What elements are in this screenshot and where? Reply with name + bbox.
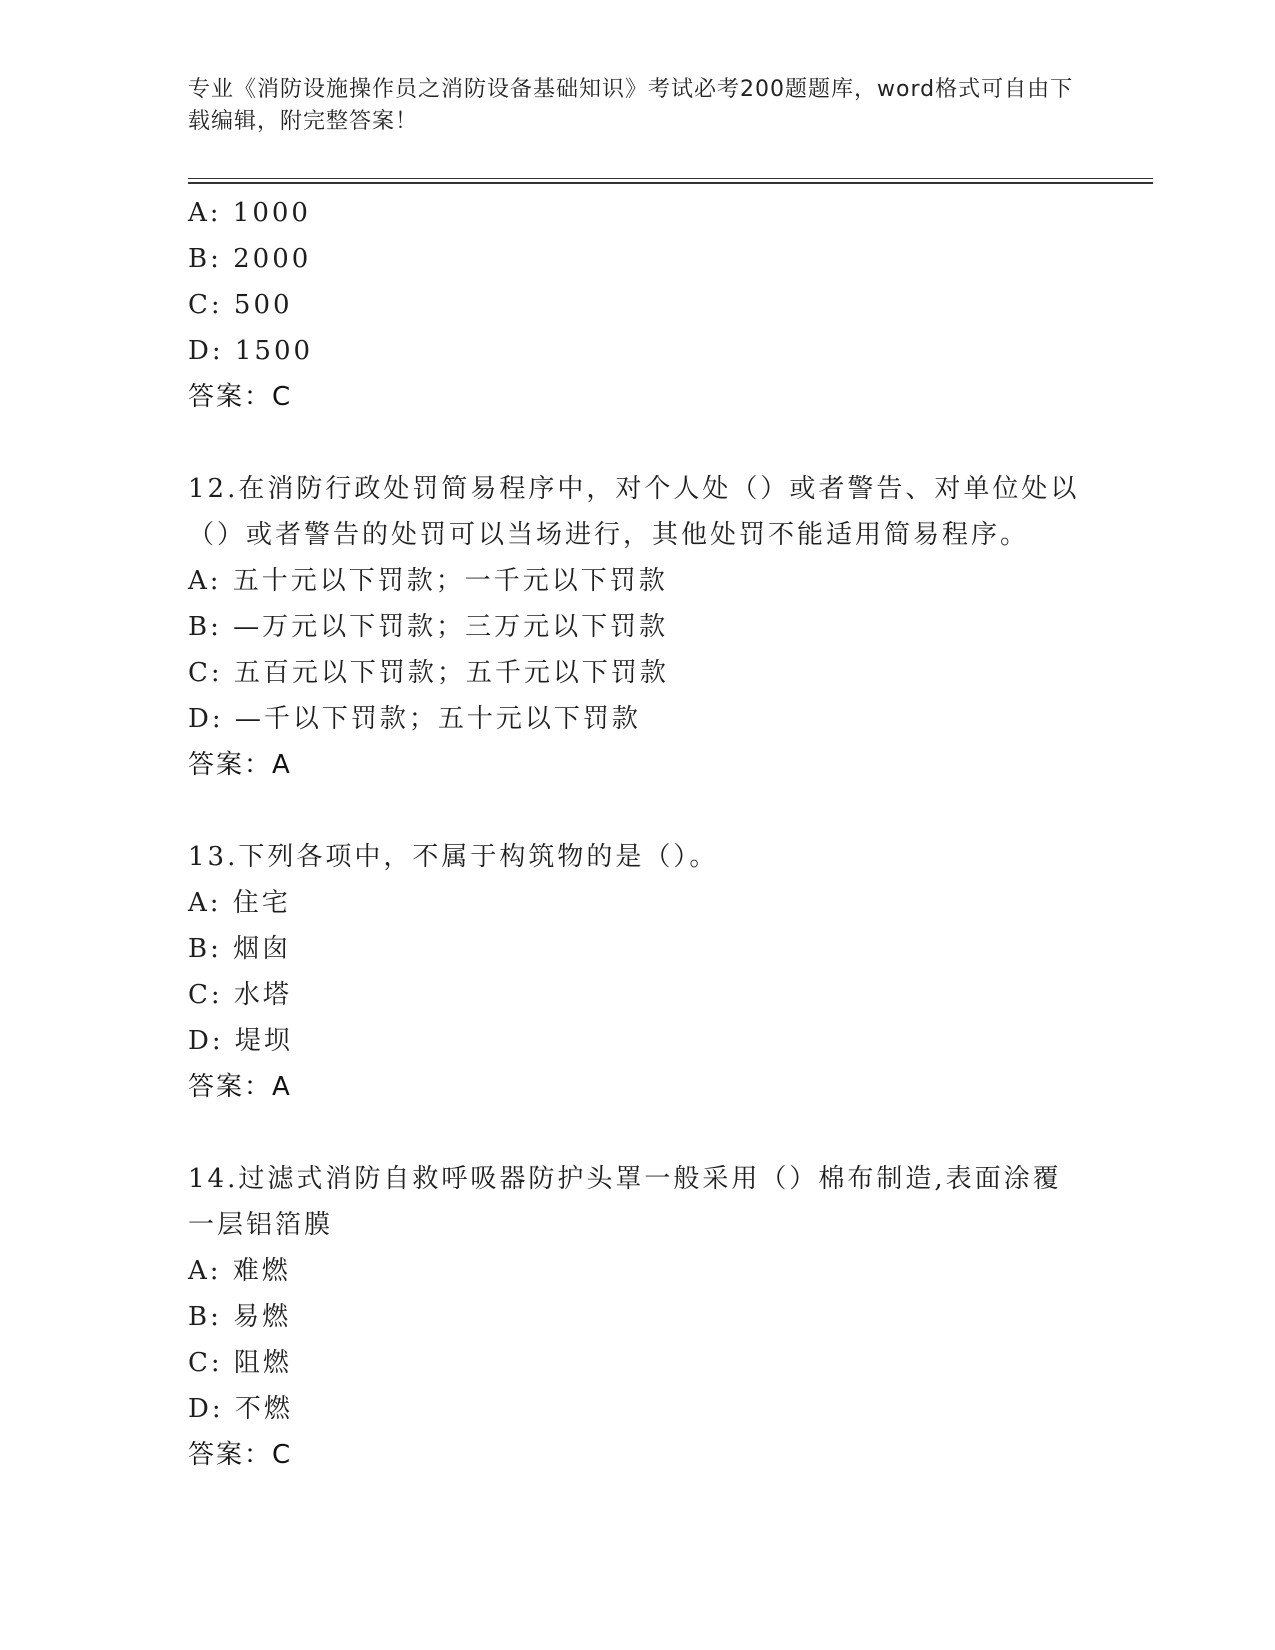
- option-a: A: 1000: [188, 198, 311, 228]
- header-rule-thick: [188, 182, 1153, 184]
- question-stem: 14.过滤式消防自救呼吸器防护头罩一般采用（）棉布制造,表面涂覆一层铝箔膜: [188, 1164, 1062, 1240]
- question-list: [188, 190, 1148, 1478]
- option-a: A: 难燃: [188, 1256, 291, 1286]
- spacer: [188, 788, 1148, 834]
- question-stem: 12.在消防行政处罚简易程序中，对个人处（）或者警告、对单位处以（）或者警告的处罚可以当场进行，其他处罚不能适用简易程序。: [188, 474, 1080, 550]
- question-partial: [188, 190, 1148, 420]
- option-d: D: —千以下罚款；五十元以下罚款: [188, 704, 641, 734]
- spacer: [188, 1110, 1148, 1156]
- header-rule-thin: [188, 178, 1153, 179]
- document-header: 专业《消防设施操作员之消防设备基础知识》考试必考200题题库，word格式可自由下载编辑，附完整答案！: [188, 77, 1074, 134]
- option-b: B: 易燃: [188, 1302, 292, 1332]
- option-c: C: 500: [188, 290, 293, 320]
- option-c: C: 水塔: [188, 980, 292, 1010]
- option-d: D: 1500: [188, 336, 314, 366]
- answer: 答案：A: [188, 750, 292, 780]
- option-a: A: 住宅: [188, 888, 291, 918]
- option-b: B: 烟囱: [188, 934, 292, 964]
- answer: 答案：A: [188, 1072, 292, 1102]
- option-d: D: 不燃: [188, 1394, 293, 1424]
- option-c: C: 阻燃: [188, 1348, 292, 1378]
- option-a: A: 五十元以下罚款；一千元以下罚款: [188, 566, 668, 596]
- question-14: [188, 1156, 1148, 1478]
- question-stem: 13.下列各项中，不属于构筑物的是（）。: [188, 842, 719, 872]
- option-b: B: —万元以下罚款；三万元以下罚款: [188, 612, 669, 642]
- question-13: [188, 834, 1148, 1110]
- answer: 答案：C: [188, 1440, 293, 1470]
- option-d: D: 堤坝: [188, 1026, 293, 1056]
- question-12: [188, 466, 1148, 788]
- answer: 答案：C: [188, 382, 293, 412]
- option-c: C: 五百元以下罚款；五千元以下罚款: [188, 658, 669, 688]
- option-b: B: 2000: [188, 244, 312, 274]
- spacer: [188, 420, 1148, 466]
